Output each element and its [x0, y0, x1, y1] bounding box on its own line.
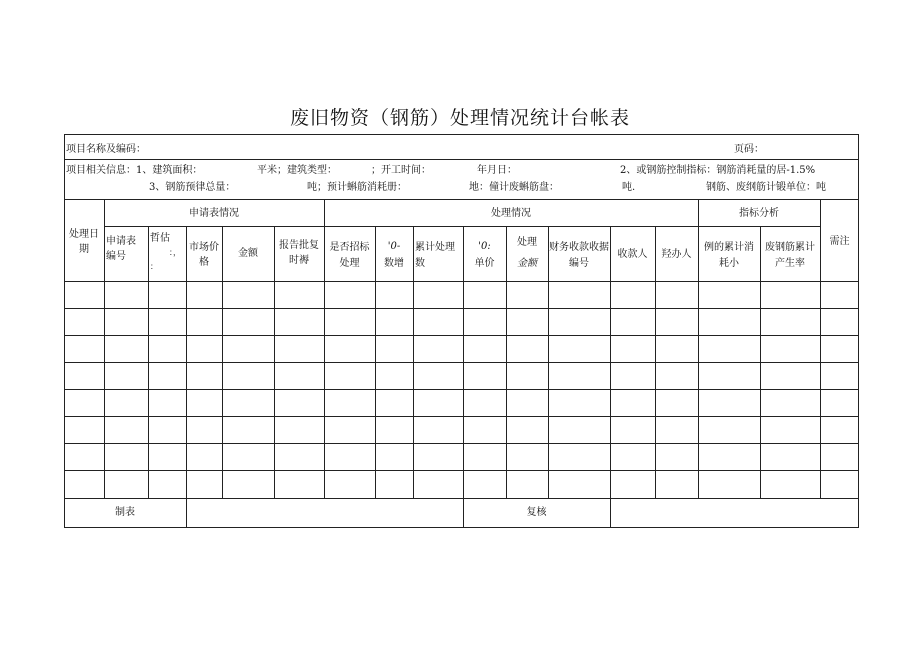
header-note: 需注	[829, 236, 850, 247]
header-qty-mark: '0-	[387, 241, 401, 252]
col-line	[548, 226, 549, 498]
footer-made-by: 制表	[115, 507, 135, 518]
project-info-date: 年月日：	[477, 165, 517, 176]
row-line	[64, 498, 859, 499]
project-info-unit: 钢筋、废纲筋计锻单位：吨	[706, 182, 826, 193]
header-handler: 羟办人	[661, 249, 692, 260]
project-info-expected-waste: 地：僮计废蝌筋盘：	[469, 182, 559, 193]
col-line	[413, 226, 414, 498]
header-date: 处理日期	[69, 229, 99, 255]
header-qty: 数增	[384, 258, 404, 269]
header-group-line	[104, 226, 820, 227]
project-info-control-index: 2、或钢筋控制指标：钢筋消耗量的居-1.5%	[620, 165, 816, 176]
header-waste-ratio: 废钢筋累计产生率	[765, 242, 815, 269]
header-group-apply: 申请表情况	[189, 208, 239, 219]
project-info-area: 项目相关信息：1、建筑面积：	[66, 165, 203, 176]
row-line	[64, 470, 859, 471]
col-line	[274, 226, 275, 498]
row-line	[64, 443, 859, 444]
col-line	[610, 226, 611, 527]
col-line	[222, 226, 223, 498]
col-line	[186, 226, 187, 527]
col-line	[463, 226, 464, 527]
header-group-process: 处理情况	[491, 208, 531, 219]
header-receiver: 收款人	[617, 249, 648, 260]
header-top-line	[64, 199, 859, 200]
col-line	[506, 226, 507, 498]
header-cum-ratio: 例的累计消耗小	[704, 242, 754, 269]
col-line	[148, 226, 149, 498]
header-process-amount-bottom: 金额	[517, 258, 537, 269]
header-bottom-line	[64, 281, 859, 282]
header-group-index: 指标分析	[739, 208, 779, 219]
header-estimate: 哲估 ：， ：	[150, 233, 181, 271]
row-line	[64, 335, 859, 336]
header-report-time: 报告批复时褥	[279, 240, 319, 266]
project-info-ton: 吨.	[622, 182, 636, 193]
project-info-building-type: 平米；建筑类型：	[257, 165, 337, 176]
row-line	[64, 362, 859, 363]
project-name-label: 项目名称及编码：	[66, 144, 146, 155]
row-line	[64, 416, 859, 417]
header-is-bid: 是否招标处理	[329, 242, 370, 269]
header-market-price: 市场价格	[189, 242, 219, 268]
col-line	[655, 226, 656, 498]
col-line	[324, 199, 325, 498]
project-info-expected-use: 吨；预计蝌筋消耗册：	[307, 182, 407, 193]
col-line	[698, 199, 699, 498]
header-amount: 金额	[238, 248, 258, 259]
info-divider	[64, 159, 859, 160]
header-price-mark: '0:	[478, 241, 491, 252]
footer-reviewed-by: 复核	[526, 507, 547, 518]
page-number-label: 页码：	[734, 144, 764, 155]
col-line	[820, 199, 821, 498]
col-line	[104, 199, 105, 498]
header-process-amount-top: 处理	[517, 237, 537, 248]
header-finance-no: 财务收款收据编号	[549, 242, 609, 269]
row-line	[64, 308, 859, 309]
header-cum-qty: 累计处理数	[415, 242, 455, 269]
header-unit-price: 单价	[474, 258, 495, 269]
col-line	[375, 226, 376, 498]
project-info-start-time: ；开工时间：	[371, 165, 431, 176]
row-line	[64, 389, 859, 390]
project-info-total-budget: 3、钢筋预律总量：	[149, 182, 236, 193]
header-apply-no: 申请表编号	[106, 236, 136, 262]
col-line	[760, 226, 761, 498]
page-title: 废旧物资（钢筋）处理情况统计台帐表	[289, 107, 630, 129]
